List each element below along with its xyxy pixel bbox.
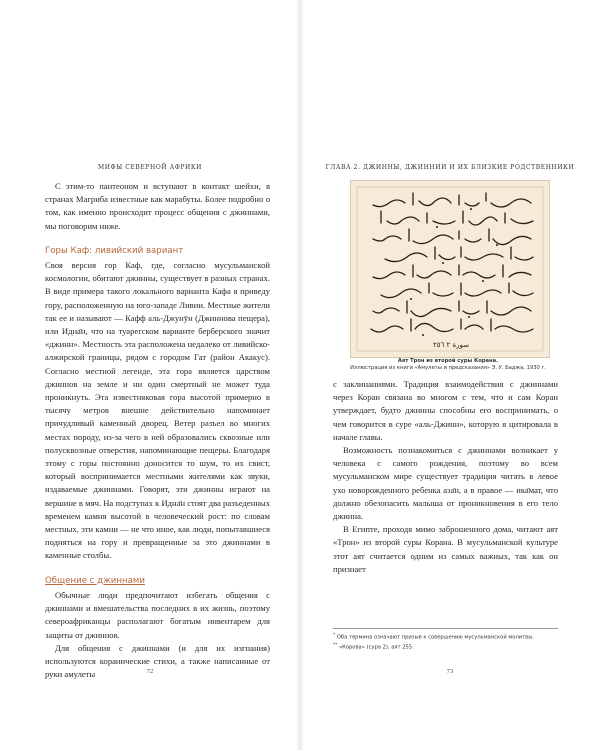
page-number-left: 72 (146, 668, 154, 675)
paragraph: Возможность познакомиться с джиннами возникает у человека с самого рождения, поэтому во всем мусульманском мире существует традиция читать в левое ухо новорожденного ребенка аза̄н, а в правое — ика̄мат, что должно обезопасить малыша от проникновения в его тело джинна. (333, 445, 558, 522)
paragraph: С этим-то пантеоном и вступают в контакт шейхи, в странах Магриба известные как марабуты. Более подробно о том, как именно происходит процесс общения с джиннами, мы поговорим ниже. (45, 181, 270, 231)
running-head-left: МИФЫ СЕВЕРНОЙ АФРИКИ (98, 164, 202, 171)
section-heading-contact: Общение с джиннами (45, 575, 145, 586)
caption-text: Иллюстрация из книги «Амулеты и предсказания» Э. У. Баджа, 1930 г. (350, 365, 546, 372)
paragraph: с заклинаниями. Традиция взаимодействия с джиннами через Коран связана во многом с тем, что и сам Коран утверждает, будто джинны способны его воспринимать, о чем говорится в суре «аль-Джинн», которую я цитировала в начале главы. (333, 379, 558, 442)
running-head-right: ГЛАВА 2. ДЖИННЫ, ДЖИННИИ И ИХ БЛИЗКИЕ РОДСТВЕННИКИ (325, 164, 575, 171)
right-text-column (333, 378, 558, 576)
manuscript-illustration (350, 180, 550, 358)
paragraph: В Египте, проходя мимо заброшенного дома, читают аят «Трон» из второй суры Корана. В мусульманской культуре этот аят считается одним из самых важных, так как он признает (333, 524, 558, 574)
paragraph: Для общения с джиннами (и для их изгнания) используются коранические стихи, а также написанные от руки амулеты (45, 642, 270, 680)
caption-title: Аят Трон из второй суры Корана. (397, 358, 499, 364)
arabic-manuscript-image (351, 181, 549, 357)
section-heading-kaf: Горы Каф: ливийский вариант (45, 245, 184, 256)
footnotes (333, 628, 558, 651)
paragraph: Своя версия гор Каф, где, согласно мусульманской космологии, обитают джинны, существует в разных странах. В виде примера такого локального варианта Кафа я приведу гору, расположенную на юго-западе Ливии. Местные жители так ее и называют — Кафф аль-Джунӯн (Джиннова пещера), или Идна̄н, что на туарегском варианте берберского значит «джинн». Местность эта расположена недалеко от ливийско-алжирской границы, рядом с городом Гат (район Акакус). Согласно местной легенде, эта гора является царством джиннов на земле и ни один смертный не может туда проникнуть. Эта известняковая гора высотой примерно в тысячу метров внешне действительно напоминает причудливый каменный дворец. Ветер разъел во многих местах породу, из-за чего в ней образовались сквозные или полусквозные отверстия, напоминающие пещеры. Благодаря этому с горы постоянно доносится то шум, то их свист, который воспринимается местными жителями как звуки, издаваемые джиннами. Говорят, эти джинны играют на вершине в мяч. На подступах к Идна̄н стоят два разъеденных временем камня высотой в человеческий рост: по словам местных, эти камни — не что иное, как люди, попытавшиеся подняться на гору и превращенные за это джиннами в каменные столбы. (45, 260, 270, 561)
manuscript-caption: سورة ٢ ٢٥٦ (432, 341, 470, 349)
paragraph: Обычные люди предпочитают избегать общения с джиннами и вмешательства последних в их жизнь, поэтому североафриканцы располагают богатым инвентарем для защиты от джиннов. (45, 589, 270, 640)
figure-caption (330, 358, 566, 372)
footnote: ** «Корова» (сура 2), аят 255. (333, 642, 414, 651)
right-page (300, 0, 600, 750)
left-text-column (45, 180, 270, 681)
book-gutter (296, 0, 304, 750)
footnote: * Оба термина означают призыв к совершению мусульманской молитвы. (333, 633, 534, 641)
page-number-right: 73 (446, 668, 454, 675)
